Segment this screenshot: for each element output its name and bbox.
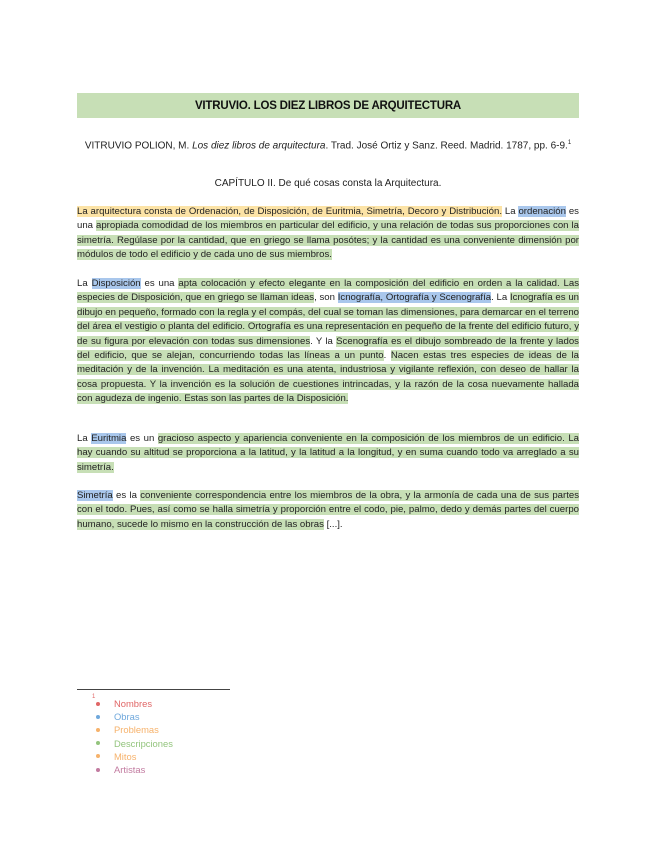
highlight-problem: La arquitectura consta de Ordenación, de Disposición, de Euritmia, Simetría, Decoro y Distribución. <box>77 206 503 217</box>
legend-label: Obras <box>114 711 140 723</box>
plain-text: [...]. <box>323 518 343 530</box>
plain-text: . La <box>491 292 510 304</box>
footnote-mark: 1 <box>92 694 96 700</box>
highlight-description: conveniente correspondencia entre los miembros de la obra, y la armonía de cada una de sus partes con el todo. Pues, así como se halla simetría y proporción entre el codo, pie, palmo, dedo y demás partes del cuerpo humano, sucede lo mismo en la construcción de las obras <box>77 490 579 530</box>
plain-text: es la <box>112 490 141 501</box>
paragraph-euritmia <box>77 432 579 475</box>
highlight-term: Simetría <box>77 490 113 501</box>
citation <box>77 136 579 153</box>
highlight-description: apta colocación y efecto elegante en la composición del edificio en orden a la calidad. Las especies de Disposición, que en griego se llaman ideas <box>77 278 580 304</box>
plain-text: . <box>383 350 391 362</box>
highlight-term: Icnografía, Ortografía y Scenografía <box>337 292 492 304</box>
citation-work: Los diez libros de arquitectura <box>192 140 326 152</box>
legend-label: Artistas <box>114 764 146 776</box>
legend-item <box>92 750 173 763</box>
footnote-divider <box>77 689 230 690</box>
citation-details: . Trad. José Ortiz y Sanz. Reed. Madrid. 1787, pp. 6-9. <box>325 140 568 152</box>
citation-author: VITRUVIO POLION, M. <box>84 140 193 152</box>
highlight-description: Scenografía es el dibujo sombreado de la frente y lados del edificio, que se alejan, concurriendo todas las líneas a un punto <box>77 335 579 362</box>
bullet-dot-icon <box>96 702 100 706</box>
plain-text: es una <box>140 278 179 289</box>
bullet-dot-icon <box>96 715 100 719</box>
highlight-description: Icnografía es un dibujo en pequeño, formado con la regla y el compás, del cual se toman las dimensiones, para demarcar en el terreno del área el vestigio o planta del edificio. Ortografía es una representación en pequeño de la frente del edificio futuro, y de su figura por elevación con todas sus dimensiones <box>77 292 579 347</box>
highlight-description: gracioso aspecto y apariencia conveniente en la composición de los miembros de un edificio. La hay cuando su altitud se proporciona a la latitud, y la latitud a la longitud, y en suma cuando todo va arreglado a su simetría. <box>77 433 579 473</box>
highlight-description: Nacen estas tres especies de ideas de la meditación y de la invención. La meditación es una atenta, industriosa y vigilante reflexión, con deseo de hallar la cosa propuesta. Y la invención es la solución de cuestiones intrincadas, y la razón de la cosa nuevamente hallada con agudeza de ingenio. Estas son las partes de la Disposición. <box>77 350 579 405</box>
legend-label: Nombres <box>114 698 153 709</box>
highlight-legend <box>92 697 173 776</box>
plain-text: , son <box>314 292 338 304</box>
legend-label: Problemas <box>114 724 159 736</box>
legend-item <box>92 737 173 750</box>
bullet-dot-icon <box>96 728 100 732</box>
legend-item <box>92 723 173 736</box>
highlight-term: Disposición <box>91 278 141 289</box>
legend-label: Descripciones <box>114 737 173 749</box>
legend-item <box>92 710 173 723</box>
plain-text: . Y la <box>310 335 337 347</box>
highlight-term: Euritmia <box>91 433 127 444</box>
paragraph-disposicion <box>77 277 579 407</box>
document-title-text: VITRUVIO. LOS DIEZ LIBROS DE ARQUITECTURA <box>194 99 462 112</box>
plain-text: La <box>502 206 519 217</box>
plain-text: es una <box>77 206 579 232</box>
legend-label: Mitos <box>114 750 137 762</box>
chapter-heading: CAPÍTULO II. De qué cosas consta la Arquitectura. <box>214 178 442 189</box>
legend-item <box>92 697 173 710</box>
document-title <box>77 93 579 118</box>
bullet-dot-icon <box>96 754 100 758</box>
paragraph-simetria <box>77 489 579 532</box>
bullet-dot-icon <box>96 741 100 745</box>
plain-text: es un <box>126 433 158 444</box>
plain-text: La <box>77 433 92 444</box>
citation-note-mark: 1 <box>567 140 572 146</box>
bullet-dot-icon <box>96 768 100 772</box>
highlight-term: ordenación <box>518 206 566 217</box>
paragraph-ordenacion <box>77 205 579 263</box>
legend-item <box>92 763 173 776</box>
highlight-description: apropiada comodidad de los miembros en particular del edificio, y una relación de todas sus proporciones con la simetría. Regúlase por la cantidad, que en griego se llama posótes; y la cantidad es una conveniente dimensión por módulos de todo el edificio y de cada uno de sus miembros. <box>77 220 579 261</box>
plain-text: La <box>77 278 92 289</box>
